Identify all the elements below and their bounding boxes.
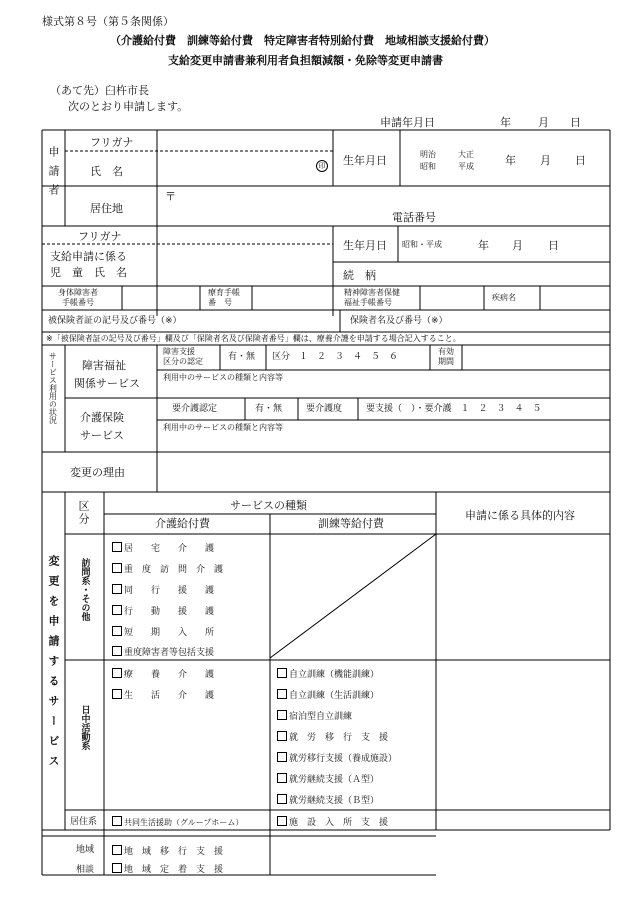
change-service-section-label: 変更を申請するサービス	[47, 555, 60, 775]
checkbox-icon[interactable]	[112, 626, 122, 636]
checkbox-item[interactable]	[277, 668, 379, 680]
era-taisho[interactable]: 大正	[458, 150, 474, 159]
checkbox-item[interactable]	[112, 605, 214, 617]
rehab-handbook-label-2: 番 号	[208, 298, 232, 307]
phone-label: 電話番号	[392, 211, 436, 224]
intro-text: 次のとおり申請します。	[68, 100, 189, 113]
service-item-label: 施 設 入 所 支 援	[289, 818, 389, 828]
checkbox-item[interactable]	[112, 584, 214, 596]
care-insurance-label-1: 介護保険	[80, 411, 124, 424]
form-subtitle: （介護給付費 訓練等給付費 特定障害者特別給付費 地域相談支援給付費）	[110, 34, 495, 47]
child-dob-day: 日	[548, 239, 559, 252]
child-dob-label: 生年月日	[343, 239, 387, 252]
service-item-label: 地 域 定 着 支 援	[124, 865, 224, 875]
details-header: 申請に係る具体的内容	[465, 509, 575, 522]
service-item-label: 就労移行支援（養成施設）	[289, 754, 398, 764]
checkbox-item[interactable]	[277, 773, 379, 785]
mental-handbook-label-1: 精神障害者保健	[344, 288, 400, 297]
checkbox-item[interactable]	[112, 816, 243, 827]
checkbox-item[interactable]	[112, 542, 214, 554]
checkbox-item[interactable]	[277, 794, 379, 806]
checkbox-item[interactable]	[112, 563, 223, 575]
details-input[interactable]	[440, 537, 606, 827]
disease-label: 疾病名	[492, 293, 516, 302]
group-day-activity: 日中活動系	[79, 705, 90, 750]
support-category-label-1: 障害支援	[163, 347, 195, 356]
checkbox-icon[interactable]	[277, 668, 287, 678]
service-type-header: サービスの種類	[230, 499, 307, 512]
welfare-service-label-2: 関係サービス	[74, 377, 140, 390]
checkbox-icon[interactable]	[112, 689, 122, 699]
service-item-label: 短 期 入 所	[124, 628, 215, 638]
child-era[interactable]: 昭和・平成	[402, 240, 442, 249]
applicant-dob-label: 生年月日	[343, 154, 387, 167]
applicant-dob-month: 月	[540, 154, 551, 167]
valid-period-label-2: 期間	[438, 357, 454, 366]
form-number: 様式第８号（第５条関係）	[42, 15, 174, 28]
service-item-label: 就 労 移 行 支 援	[289, 733, 389, 743]
service-item-label: 居 宅 介 護	[124, 544, 215, 554]
group-visit: 訪問系・その他	[79, 558, 90, 621]
valid-period-label-1: 有効	[438, 347, 454, 356]
service-item-label: 自立訓練（機能訓練）	[289, 670, 380, 680]
welfare-service-label-1: 障害福祉	[82, 359, 126, 372]
checkbox-item[interactable]	[277, 710, 352, 722]
service-item-label: 共同生活援助（グループホーム）	[124, 818, 244, 827]
support-category-scale[interactable]: 区分 １ ２ ３ ４ ５ ６	[272, 352, 399, 362]
checkbox-item[interactable]	[112, 689, 214, 701]
service-item-label: 宿泊型自立訓練	[289, 712, 353, 722]
physical-handbook-label-1: 身体障害者	[58, 288, 98, 297]
child-name-label-2: 児 童 氏 名	[50, 266, 127, 279]
applicant-dob-year: 年	[505, 154, 516, 167]
applicant-furigana-label: フリガナ	[90, 136, 134, 149]
service-item-label: 地 域 移 行 支 援	[124, 847, 224, 857]
checkbox-icon[interactable]	[112, 584, 122, 594]
checkbox-item[interactable]	[112, 863, 223, 875]
group-community-1: 地域	[76, 845, 95, 855]
checkbox-icon[interactable]	[112, 563, 122, 573]
change-reason-input[interactable]	[162, 456, 605, 488]
child-name-label-1: 支給申請に係る	[50, 250, 127, 263]
service-item-label: 生 活 介 護	[124, 691, 215, 701]
service-status-section-label: サービス利用の状況	[48, 352, 58, 424]
service-item-label: 重度障害者等包括支援	[124, 648, 215, 658]
checkbox-icon[interactable]	[277, 731, 287, 741]
service-item-label: 重 度 訪 問 介 護	[124, 565, 224, 575]
checkbox-item[interactable]	[277, 752, 397, 764]
application-date-day[interactable]: 日	[570, 116, 581, 129]
addressee: （あて先）臼杵市長	[50, 84, 149, 97]
child-dob-year: 年	[478, 239, 489, 252]
support-category-label-2: 区分の認定	[163, 357, 203, 366]
service-item-label: 就労継続支援（Ａ型）	[289, 775, 380, 785]
application-date-year[interactable]: 年	[500, 116, 511, 129]
checkbox-icon[interactable]	[112, 816, 122, 826]
care-certification-yes-no[interactable]: 有・無	[255, 404, 283, 414]
relation-label: 続 柄	[343, 269, 376, 282]
applicant-name-input[interactable]	[160, 155, 310, 181]
applicant-name-label: 氏 名	[90, 165, 123, 178]
checkbox-icon[interactable]	[112, 845, 122, 855]
checkbox-icon[interactable]	[277, 710, 287, 720]
care-benefit-header: 介護給付費	[155, 517, 210, 530]
checkbox-item[interactable]	[112, 668, 214, 680]
checkbox-icon[interactable]	[112, 863, 122, 873]
child-furigana-input[interactable]	[160, 229, 330, 242]
checkbox-icon[interactable]	[112, 605, 122, 615]
form-title: 支給変更申請書兼利用者負担額減額・免除等変更申請書	[168, 54, 443, 67]
insured-number-label: 被保険者証の記号及び番号（※）	[48, 316, 182, 326]
checkbox-item[interactable]	[112, 845, 223, 857]
checkbox-item[interactable]	[277, 689, 379, 701]
checkbox-item[interactable]	[112, 646, 214, 658]
group-residence: 居住系	[70, 817, 98, 827]
postal-mark: 〒	[165, 190, 176, 203]
service-item-label: 療 養 介 護	[124, 670, 215, 680]
applicant-address-input[interactable]	[180, 189, 600, 223]
application-date-month[interactable]: 月	[538, 116, 549, 129]
checkbox-item[interactable]	[112, 626, 214, 638]
checkbox-item[interactable]	[277, 731, 388, 743]
era-heisei[interactable]: 平成	[458, 162, 474, 171]
care-level-scale[interactable]: 要支援（ ）・要介護 １ ２ ３ ４ ５	[366, 404, 542, 414]
applicant-furigana-input[interactable]	[160, 134, 330, 148]
welfare-in-use-label: 利用中のサービスの種類と内容等	[163, 373, 283, 382]
care-insurance-label-2: サービス	[80, 429, 124, 442]
era-showa[interactable]: 昭和	[420, 162, 436, 171]
checkbox-icon[interactable]	[277, 816, 287, 826]
seal-mark: 印	[316, 160, 328, 172]
era-meiji[interactable]: 明治	[420, 150, 436, 159]
mental-handbook-label-2: 福祉手帳番号	[344, 298, 392, 307]
service-item-label: 自立訓練（生活訓練）	[289, 691, 380, 701]
service-item-label: 行 動 援 護	[124, 607, 215, 617]
child-dob-month: 月	[512, 239, 523, 252]
checkbox-icon[interactable]	[277, 794, 287, 804]
checkbox-item[interactable]	[277, 816, 388, 828]
rehab-handbook-label-1: 療育手帳	[208, 288, 240, 297]
insurance-note: ※「被保険者証の記号及び番号」欄及び「保険者名及び保険者番号」欄は、療養介護を申請する場合記入すること。	[46, 334, 461, 343]
group-community-2: 相談	[76, 865, 95, 875]
care-in-use-label: 利用中のサービスの種類と内容等	[163, 423, 283, 432]
child-furigana-label: フリガナ	[78, 230, 122, 243]
category-column-header: 区分	[77, 500, 90, 526]
support-category-yes-no[interactable]: 有・無	[228, 352, 256, 362]
training-benefit-header: 訓練等給付費	[318, 517, 384, 530]
care-level-label: 要介護度	[306, 404, 343, 414]
checkbox-icon[interactable]	[112, 668, 122, 678]
checkbox-icon[interactable]	[112, 542, 122, 552]
applicant-dob-day: 日	[575, 154, 586, 167]
checkbox-icon[interactable]	[112, 646, 122, 656]
checkbox-icon[interactable]	[277, 773, 287, 783]
physical-handbook-label-2: 手帳番号	[62, 298, 94, 307]
change-reason-label: 変更の理由	[70, 466, 125, 479]
applicant-section-label: 申請者	[47, 146, 60, 203]
applicant-address-label: 居住地	[90, 202, 123, 215]
relation-input[interactable]	[400, 265, 605, 283]
service-item-label: 同 行 援 護	[124, 586, 215, 596]
child-name-input[interactable]	[160, 248, 330, 284]
insurer-label: 保険者名及び番号（※）	[350, 316, 448, 326]
service-item-label: 就労継続支援（Ｂ型）	[289, 796, 380, 806]
application-date-label: 申請年月日	[380, 116, 435, 129]
checkbox-icon[interactable]	[277, 752, 287, 762]
care-certification-label: 要介護認定	[172, 404, 218, 414]
checkbox-icon[interactable]	[277, 689, 287, 699]
